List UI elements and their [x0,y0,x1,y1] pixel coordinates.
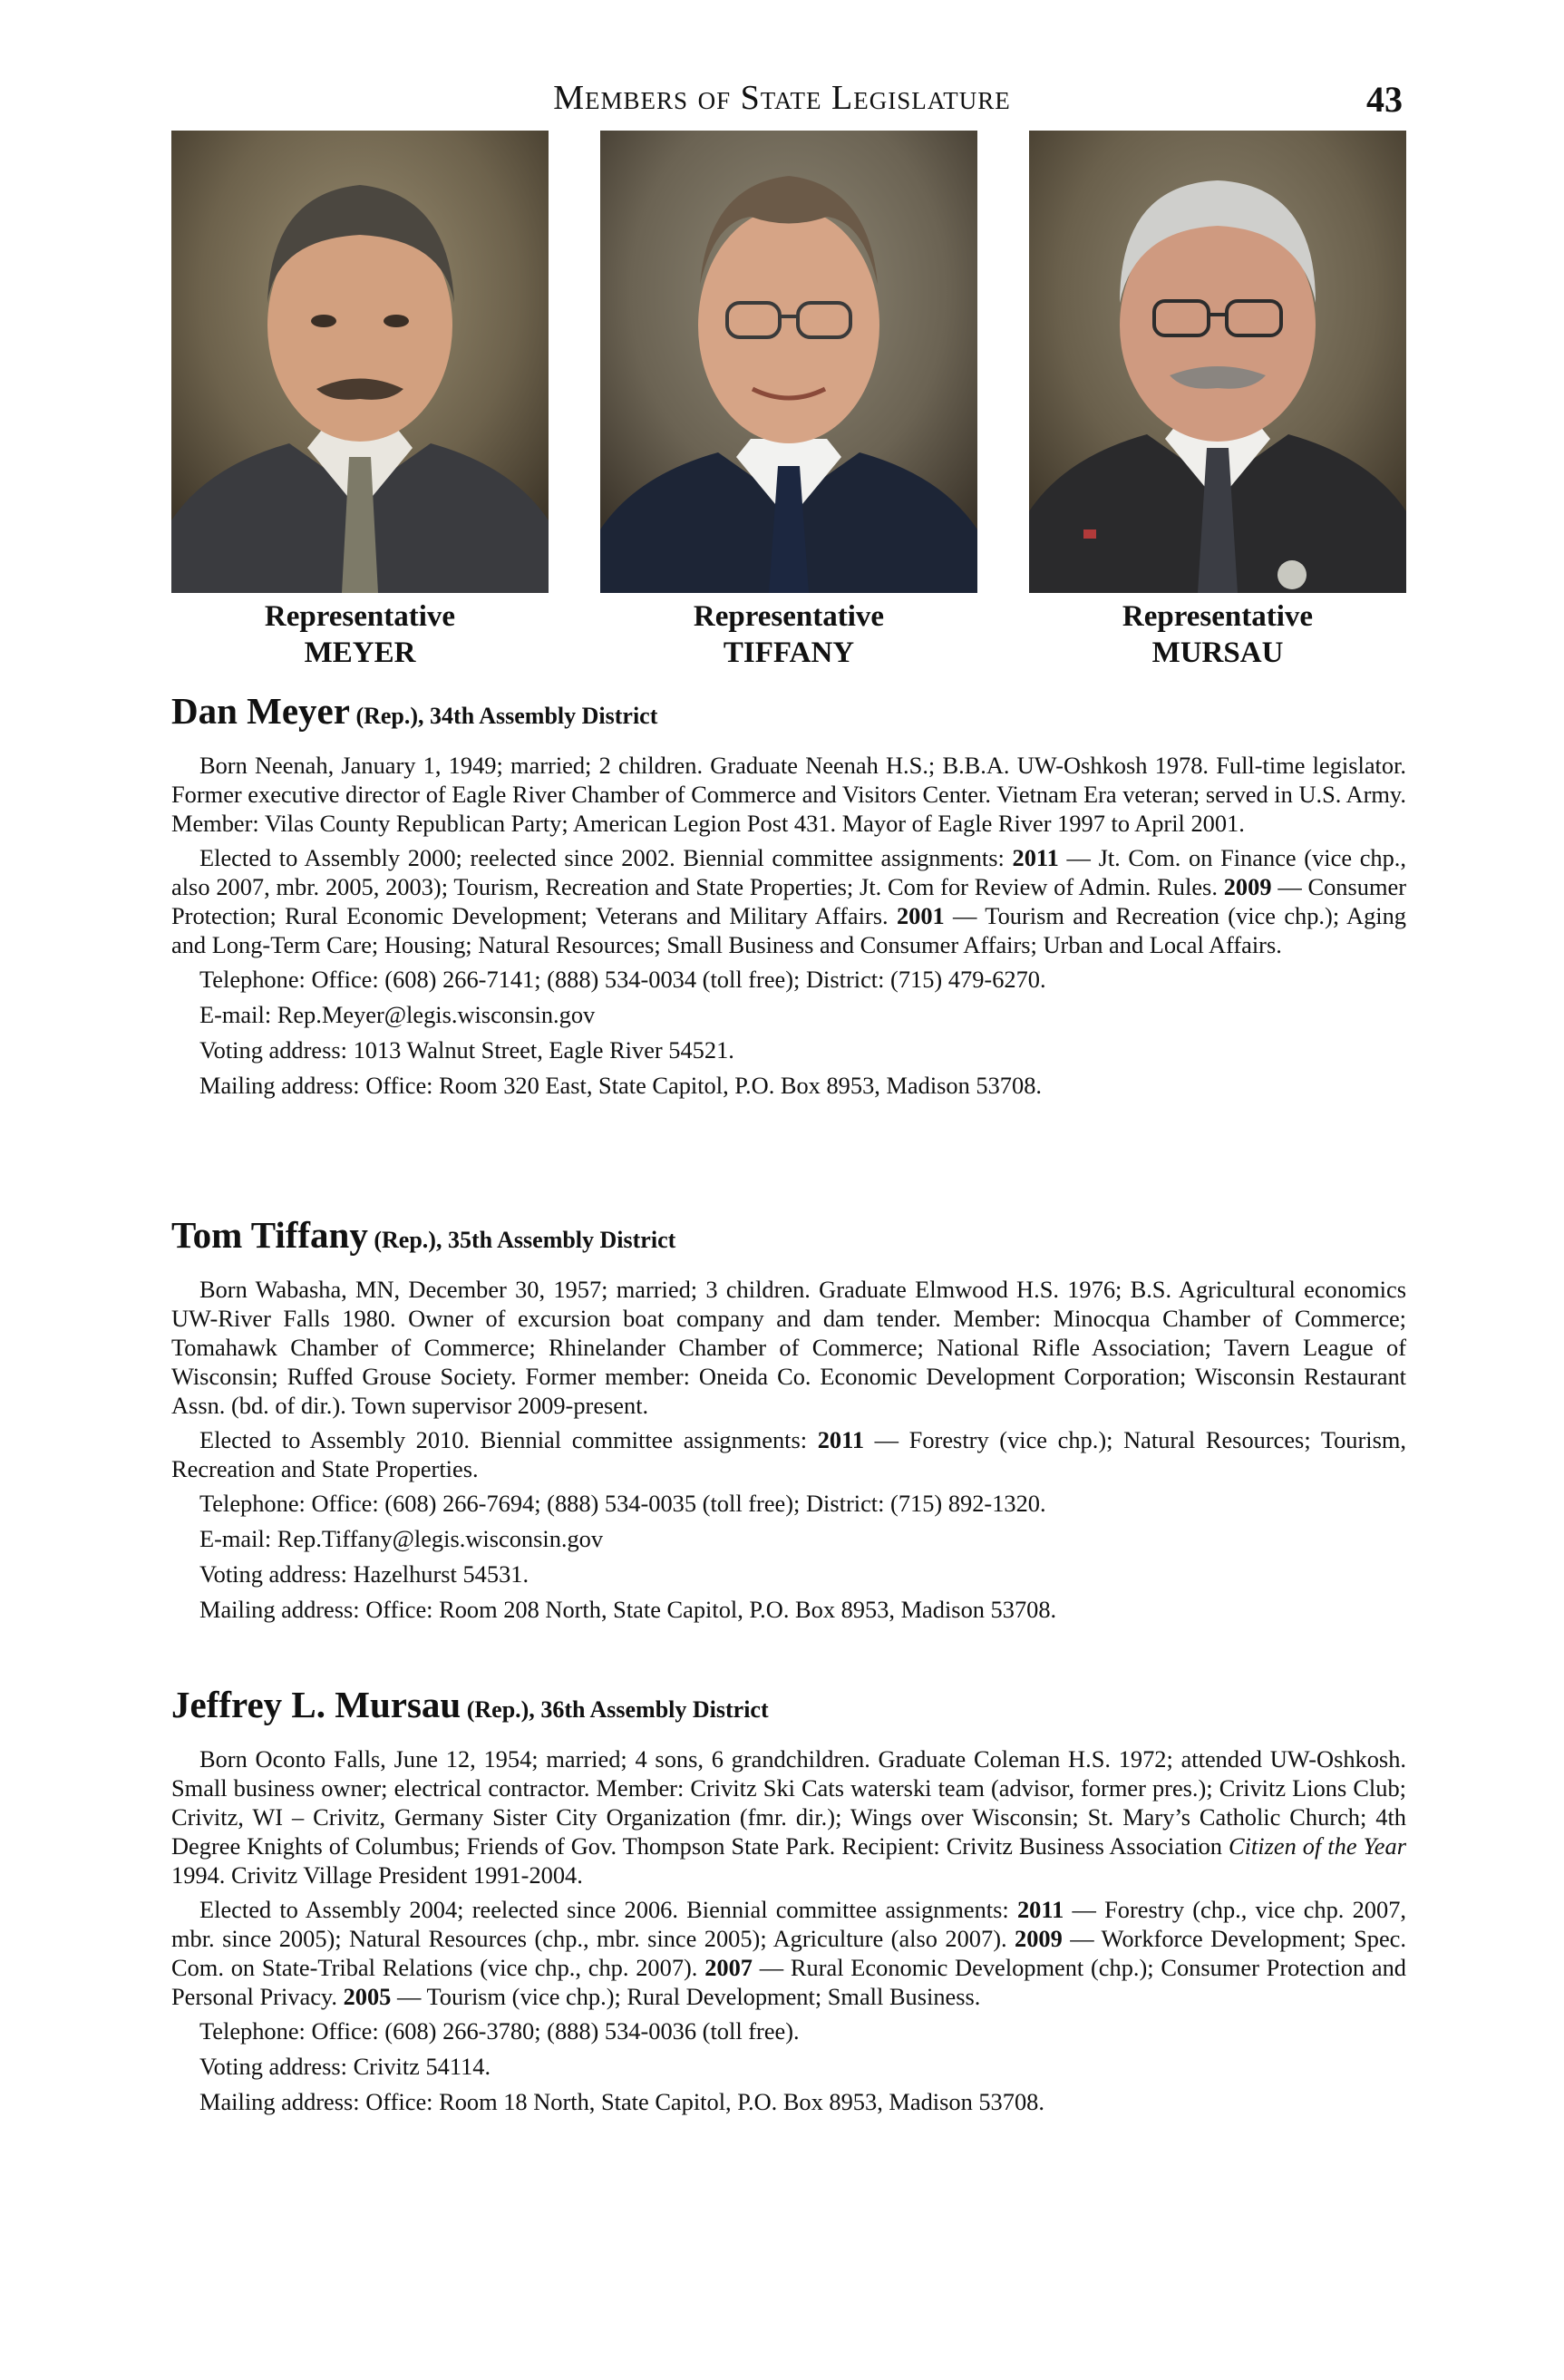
committee-text: — Workforce Development; Spec. Com. on State-Tribal Relations (vice chp., chp. 2007). [171,1925,1406,1981]
member-mailing-address: Mailing address: Office: Room 320 East, State Capitol, P.O. Box 8953, Madison 53708. [199,1072,1042,1099]
bio-text: Born Oconto Falls, June 12, 1954; married; 4 sons, 6 grandchildren. Graduate Coleman H.S. 1972; attended UW-Oshkosh. Small business owner; electrical contractor. Member: Crivitz Ski Cats waterski team (advisor, former pres.); Crivitz Lions Club; Crivitz, WI – Crivitz, Germany Sister City Organization (fmr. dir.); Wings over Wisconsin; St. Mary’s Catholic Church; 4th Degree Knights of Columbus; Friends of Gov. Thompson State Park. Recipient: Crivitz Business Association [171,1745,1406,1860]
member-district: 35th Assembly District [442,1227,676,1253]
member-telephone: Telephone: Office: (608) 266-3780; (888) 534-0036 (toll free). [199,2017,800,2045]
caption-surname: MEYER [304,636,416,669]
member-party: (Rep.), [367,1227,442,1253]
caption-title: Representative [693,600,885,633]
caption-mursau [1029,598,1406,671]
member-committees [171,1425,1406,1483]
caption-meyer [171,598,549,671]
page-number: 43 [1366,79,1403,120]
session-year: 2009 [1223,873,1272,900]
member-committees [171,1895,1406,2011]
caption-surname: MURSAU [1151,636,1284,669]
portrait-tiffany-drawing [600,131,977,593]
elected-text: Elected to Assembly 2004; reelected since 2006. Biennial committee assignments: [199,1896,1017,1923]
bio-text: 1994. Crivitz Village President 1991-2004. [171,1861,583,1889]
member-party: (Rep.), [349,703,424,729]
running-head [0,78,1564,123]
member-entry-tiffany [171,1213,1406,1630]
committee-text: — Tourism (vice chp.); Rural Development; Small Business. [391,1983,981,2010]
session-year: 2007 [704,1954,753,1981]
member-heading [171,1683,1406,1735]
committee-text: — Forestry (chp., vice chp. 2007, mbr. since 2005); Natural Resources (chp., mbr. since 2005); Agriculture (also 2007). [171,1896,1406,1952]
member-name: Dan Meyer [171,690,350,732]
member-district: 34th Assembly District [423,703,658,729]
member-email: E-mail: Rep.Tiffany@legis.wisconsin.gov [199,1525,604,1552]
member-mailing-address: Mailing address: Office: Room 18 North, State Capitol, P.O. Box 8953, Madison 53708. [199,2088,1044,2115]
member-bio: Born Wabasha, MN, December 30, 1957; married; 3 children. Graduate Elmwood H.S. 1976; B.S. Agricultural economics UW-River Falls 1980. Owner of excursion boat company and dam tender. Member: Minocqua Chamber of Commerce; Tomahawk Chamber of Commerce; Rhinelander Chamber of Commerce; National Rifle Association; Tavern League of Wisconsin; Ruffed Grouse Society. Former member: Oneida Co. Economic Development Corporation; Wisconsin Restaurant Assn. (bd. of dir.). Town supervisor 2009-present. [171,1276,1406,1419]
member-name: Jeffrey L. Mursau [171,1684,461,1725]
member-mailing-address: Mailing address: Office: Room 208 North, State Capitol, P.O. Box 8953, Madison 53708. [199,1596,1057,1623]
committee-text: — Tourism and Recreation (vice chp.); Aging and Long-Term Care; Housing; Natural Resources; Small Business and Consumer Affairs; Urban and Local Affairs. [171,902,1406,958]
member-bio: Born Neenah, January 1, 1949; married; 2 children. Graduate Neenah H.S.; B.B.A. UW-Oshkosh 1978. Full-time legislator. Former executive director of Eagle River Chamber of Commerce and Visitors Center. Vietnam Era veteran; served in U.S. Army. Member: Vilas County Republican Party; American Legion Post 431. Mayor of Eagle River 1997 to April 2001. [171,752,1406,837]
caption-surname: TIFFANY [723,636,855,669]
session-year: 2011 [1016,1896,1064,1923]
member-committees [171,843,1406,959]
committee-text: — Forestry (vice chp.); Natural Resources; Tourism, Recreation and State Properties. [171,1426,1406,1482]
portrait-meyer-drawing [171,131,549,593]
committee-text: — Rural Economic Development (chp.); Consumer Protection and Personal Privacy. [171,1954,1406,2010]
member-telephone: Telephone: Office: (608) 266-7141; (888) 534-0034 (toll free); District: (715) 479-6270. [199,966,1046,993]
award-title: Citizen of the Year [1229,1832,1406,1860]
member-heading [171,689,1406,742]
elected-text: Elected to Assembly 2010. Biennial committee assignments: [199,1426,818,1453]
member-party: (Rep.), [461,1696,535,1723]
portrait-mursau-drawing [1029,131,1406,593]
member-bio [171,1744,1406,1889]
portrait-photo-mursau [1029,131,1406,593]
member-name: Tom Tiffany [171,1214,368,1256]
portrait-photo-meyer [171,131,549,593]
caption-title: Representative [264,600,456,633]
elected-text: Elected to Assembly 2000; reelected since 2002. Biennial committee assignments: [199,844,1013,871]
member-entry-meyer [171,689,1406,1106]
member-email: E-mail: Rep.Meyer@legis.wisconsin.gov [199,1001,596,1028]
member-voting-address: Voting address: 1013 Walnut Street, Eagle River 54521. [199,1036,734,1064]
member-entry-mursau [171,1683,1406,2123]
running-title: Members of State Legislature [553,79,1011,117]
session-year: 2001 [896,902,945,929]
committee-text: — Jt. Com. on Finance (vice chp., also 2007, mbr. 2005, 2003); Tourism, Recreation and State Properties; Jt. Com for Review of Admin. Rules. [171,844,1406,900]
committee-text: — Consumer Protection; Rural Economic Development; Veterans and Military Affairs. [171,873,1406,929]
member-district: 36th Assembly District [534,1696,769,1723]
member-voting-address: Voting address: Crivitz 54114. [199,2053,491,2080]
member-heading [171,1213,1406,1266]
session-year: 2005 [343,1983,392,2010]
caption-tiffany [600,598,977,671]
caption-title: Representative [1122,600,1314,633]
session-year: 2009 [1015,1925,1063,1952]
portrait-photo-tiffany [600,131,977,593]
session-year: 2011 [1012,844,1059,871]
member-voting-address: Voting address: Hazelhurst 54531. [199,1560,529,1588]
member-telephone: Telephone: Office: (608) 266-7694; (888) 534-0035 (toll free); District: (715) 892-1320. [199,1490,1046,1517]
session-year: 2011 [817,1426,865,1453]
